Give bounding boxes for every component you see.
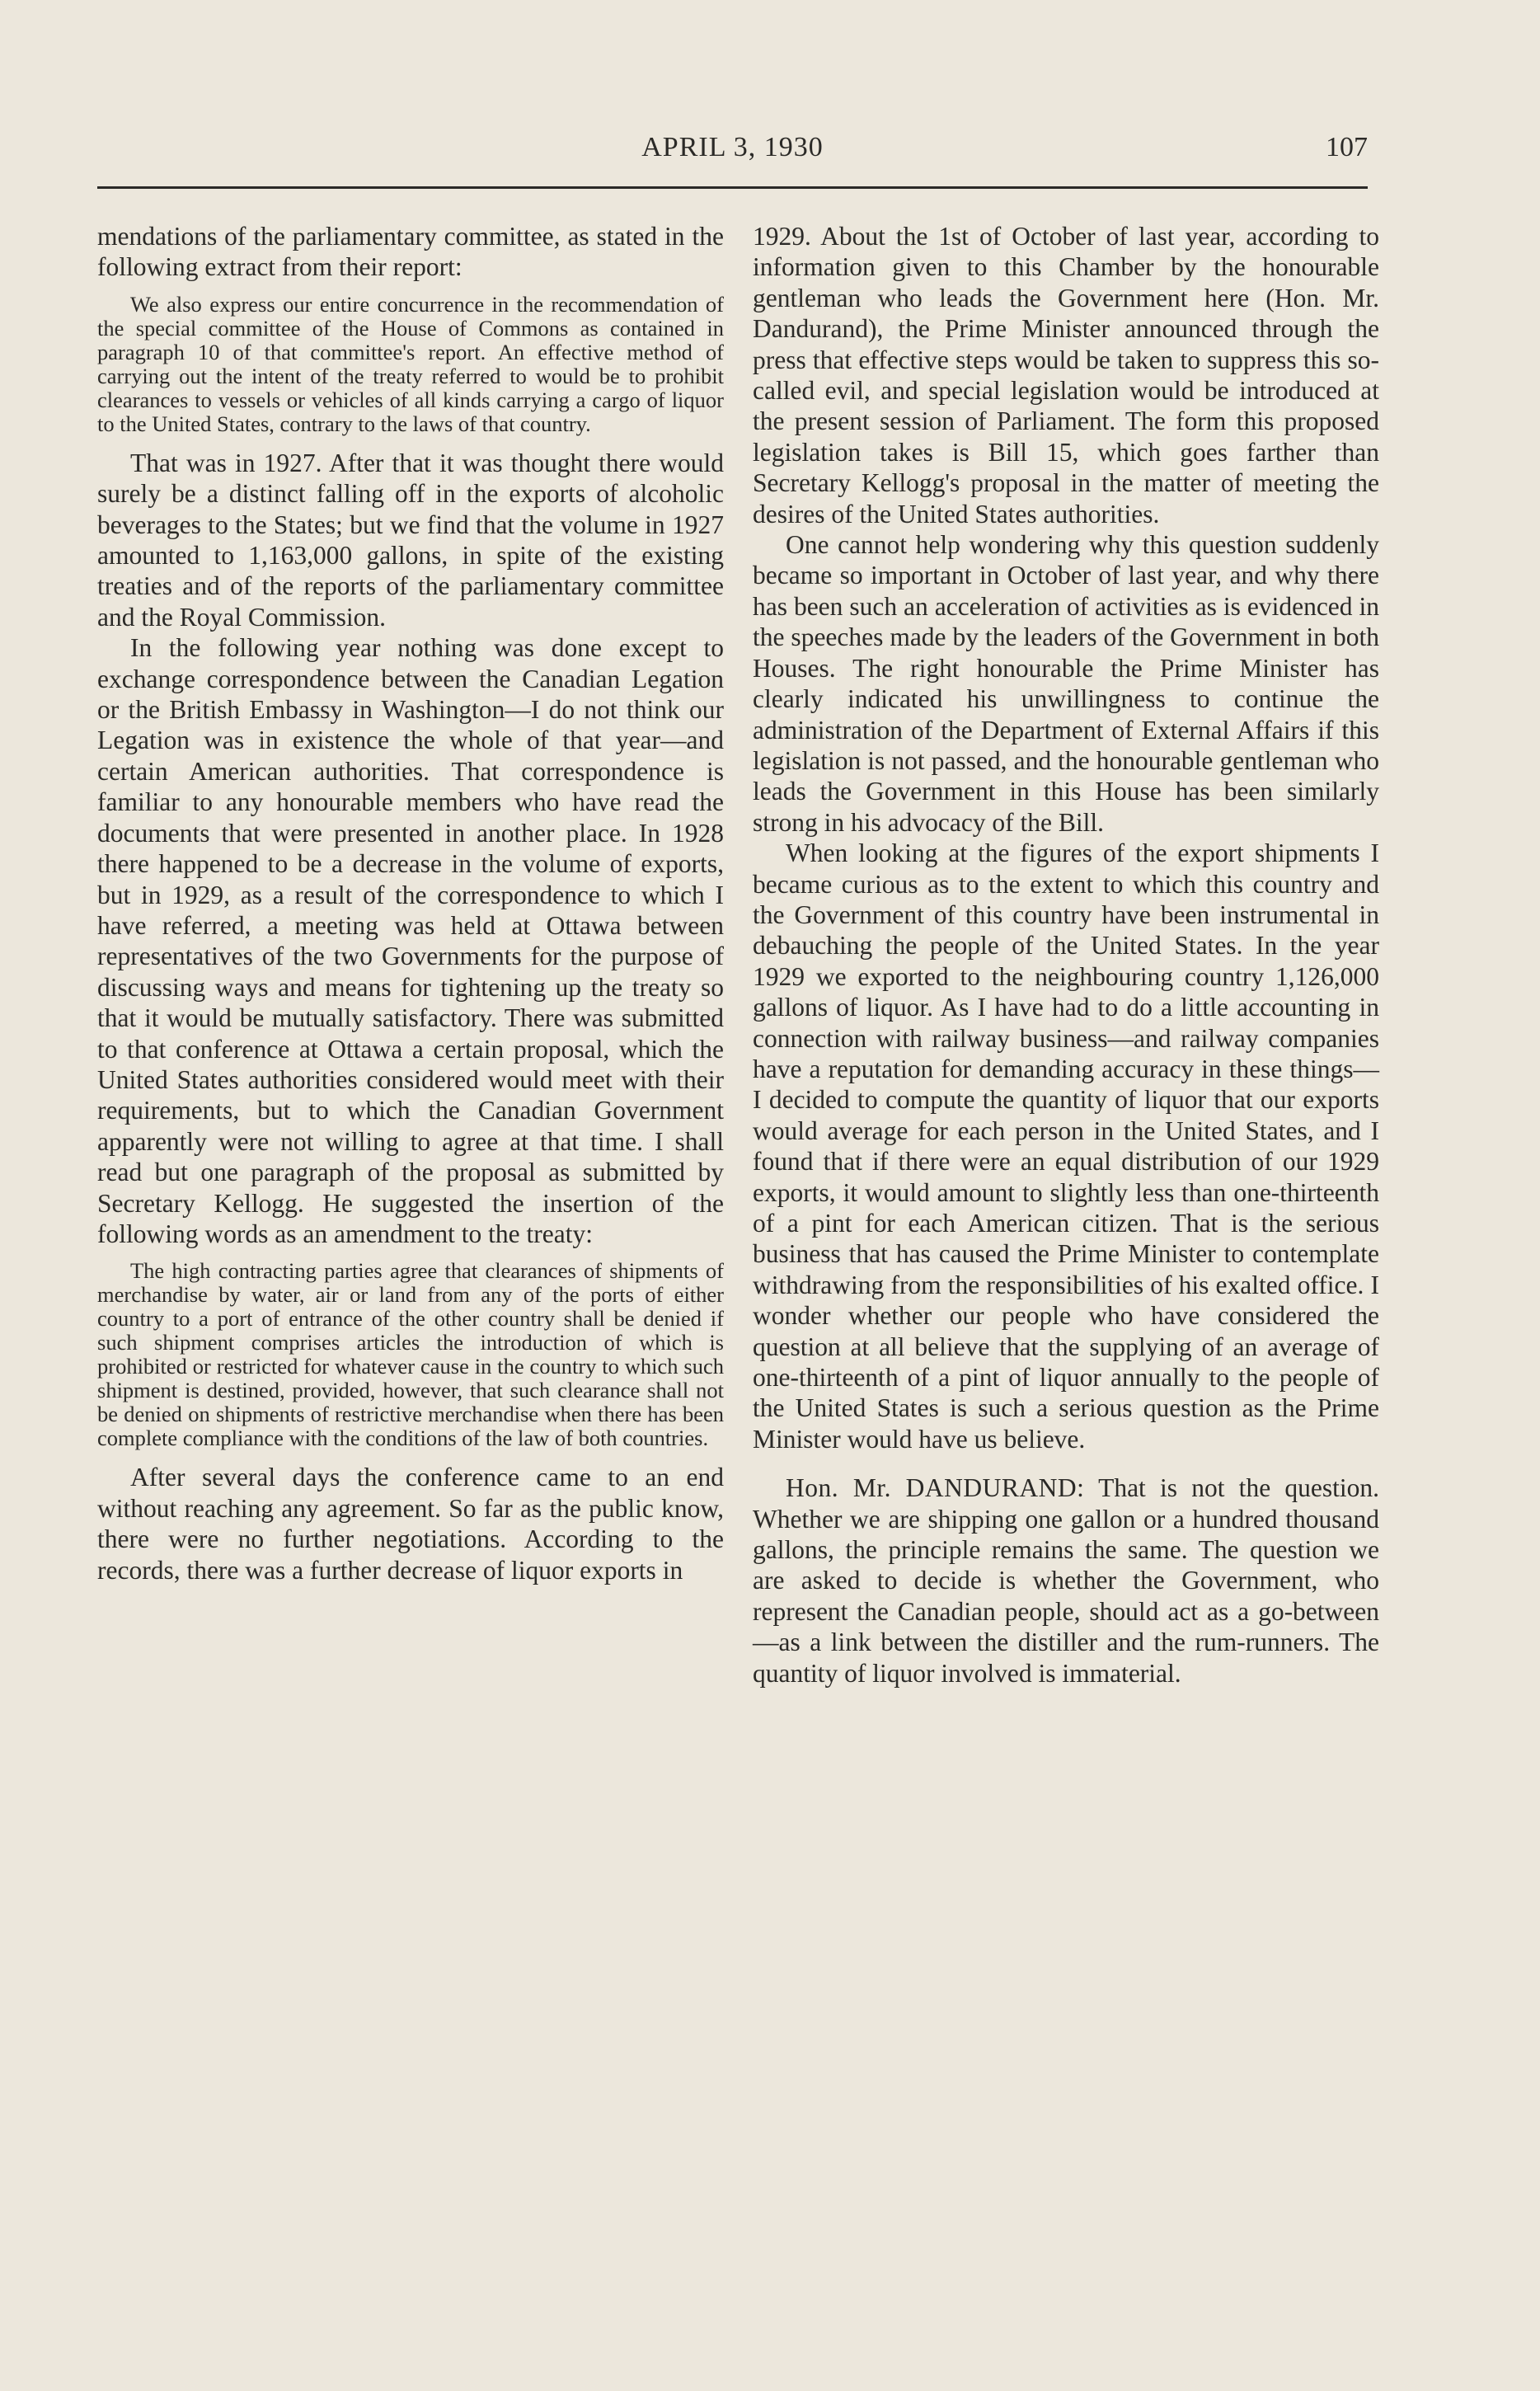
left-paragraph-4: After several days the conference came to an end without reaching any agreement. So far as the public know, there were no further negotiations. According to the records, there was a further decrease of liquor exports in [97,1463,724,1585]
page-header [97,127,1368,176]
left-paragraph-3: In the following year nothing was done except to exchange correspondence between the Canadian Legation or the British Embassy in Washington—I do not think our Legation was in existence the whole of that year—and certain American authorities. That correspondence is familiar to any honourable members who have read the documents that were presented in another place. In 1928 there happened to be a decrease in the volume of exports, but in 1929, as a result of the correspondence to which I have referred, a meeting was held at Ottawa between representatives of the two Governments for the purpose of discussing ways and means for tightening up the treaty so that it would be mutually satisfactory. There was submitted to that conference at Ottawa a certain proposal, which the United States authorities considered would meet with their requirements, but to which the Canadian Government apparently were not willing to agree at that time. I shall read but one paragraph of the proposal as submitted by Secretary Kellogg. He suggested the insertion of the following words as an amendment to the treaty: [97,633,724,1248]
left-paragraph-1: mendations of the parliamentary committee, as stated in the following extract from their report: [97,222,724,282]
quote-committee-report: We also express our entire concurrence in the recommendation of the special committee of the House of Commons as contained in paragraph 10 of that committee's report. An effective method of carrying out the intent of the treaty referred to would be to prohibit clearances to vessels or vehicles of all kinds carrying a cargo of liquor to the United States, contrary to the laws of that country. [97,291,724,436]
speaker-text: That is not the question. Whether we are shipping one gallon or a hundred thousand gallons, the principle remains the same. The question we are asked to decide is whether the Government, who represent the Canadian people, should act as a go-between—as a link between the distiller and the rum-runners. The quantity of liquor involved is immaterial. [753,1473,1379,1688]
speaker-name: Hon. Mr. DANDURAND: [786,1473,1085,1503]
header-date: APRIL 3, 1930 [641,132,824,162]
left-paragraph-2: That was in 1927. After that it was thought there would surely be a distinct falling off in the exports of alcoholic beverages to the States; but we find that the volume in 1927 amounted to 1,163,000 gallons, in spite of the existing treaties and of the reports of the parliamentary committee and the Royal Commission. [97,448,724,632]
header-rule [97,186,1368,189]
paragraph-gap [753,1454,1379,1473]
left-column [97,221,724,1585]
page-number: 107 [1326,132,1368,162]
right-paragraph-2: One cannot help wondering why this question suddenly became so important in October of last year, and why there has been such an acceleration of activities as is evidenced in the speeches made by the leaders of the Government in both Houses. The right honourable the Prime Minister has clearly indicated his unwillingness to continue the administration of the Department of External Affairs if this legislation is not passed, and the honourable gentleman who leads the Government in this House has been similarly strong in his advocacy of the Bill. [753,530,1379,837]
speaker-paragraph [753,1473,1379,1689]
right-paragraph-1: 1929. About the 1st of October of last year, according to information given to this Chamber by the honourable gentleman who leads the Government here (Hon. Mr. Dandurand), the Prime Minister announced through the press that effective steps would be taken to suppress this so-called evil, and special legislation would be introduced at the present session of Parliament. The form this proposed legislation takes is Bill 15, which goes farther than Secretary Kellogg's proposal in the matter of meeting the desires of the United States authorities. [753,222,1379,528]
right-paragraph-3: When looking at the figures of the export shipments I became curious as to the extent to which this country and the Government of this country have been instrumental in debauching the people of the United States. In the year 1929 we exported to the neighbouring country 1,126,000 gallons of liquor. As I have had to do a little accounting in connection with railway business—and railway companies have a reputation for demanding accuracy in these things—I decided to compute the quantity of liquor that our exports would average for each person in the United States, and I found that if there were an equal distribution of our 1929 exports, it would amount to slightly less than one-thirteenth of a pint for each American citizen. That is the serious business that has caused the Prime Minister to contemplate withdrawing from the responsibilities of his exalted office. I wonder whether our people who have considered the question at all believe that the supplying of an average of one-thirteenth of a pint of liquor annually to the people of the United States is such a serious question as the Prime Minister would have us believe. [753,838,1379,1454]
right-column [753,221,1379,1689]
quote-treaty-amendment: The high contracting parties agree that clearances of shipments of merchandise by water, air or land from any of the ports of either country to a port of entrance of the other country shall be denied if such shipment comprises articles the introduction of which is prohibited or restricted for whatever cause in the country to which such shipment is destined, provided, however, that such clearance shall not be denied on shipments of restrictive merchandise when there has been complete compliance with the conditions of the law of both countries. [97,1258,724,1451]
